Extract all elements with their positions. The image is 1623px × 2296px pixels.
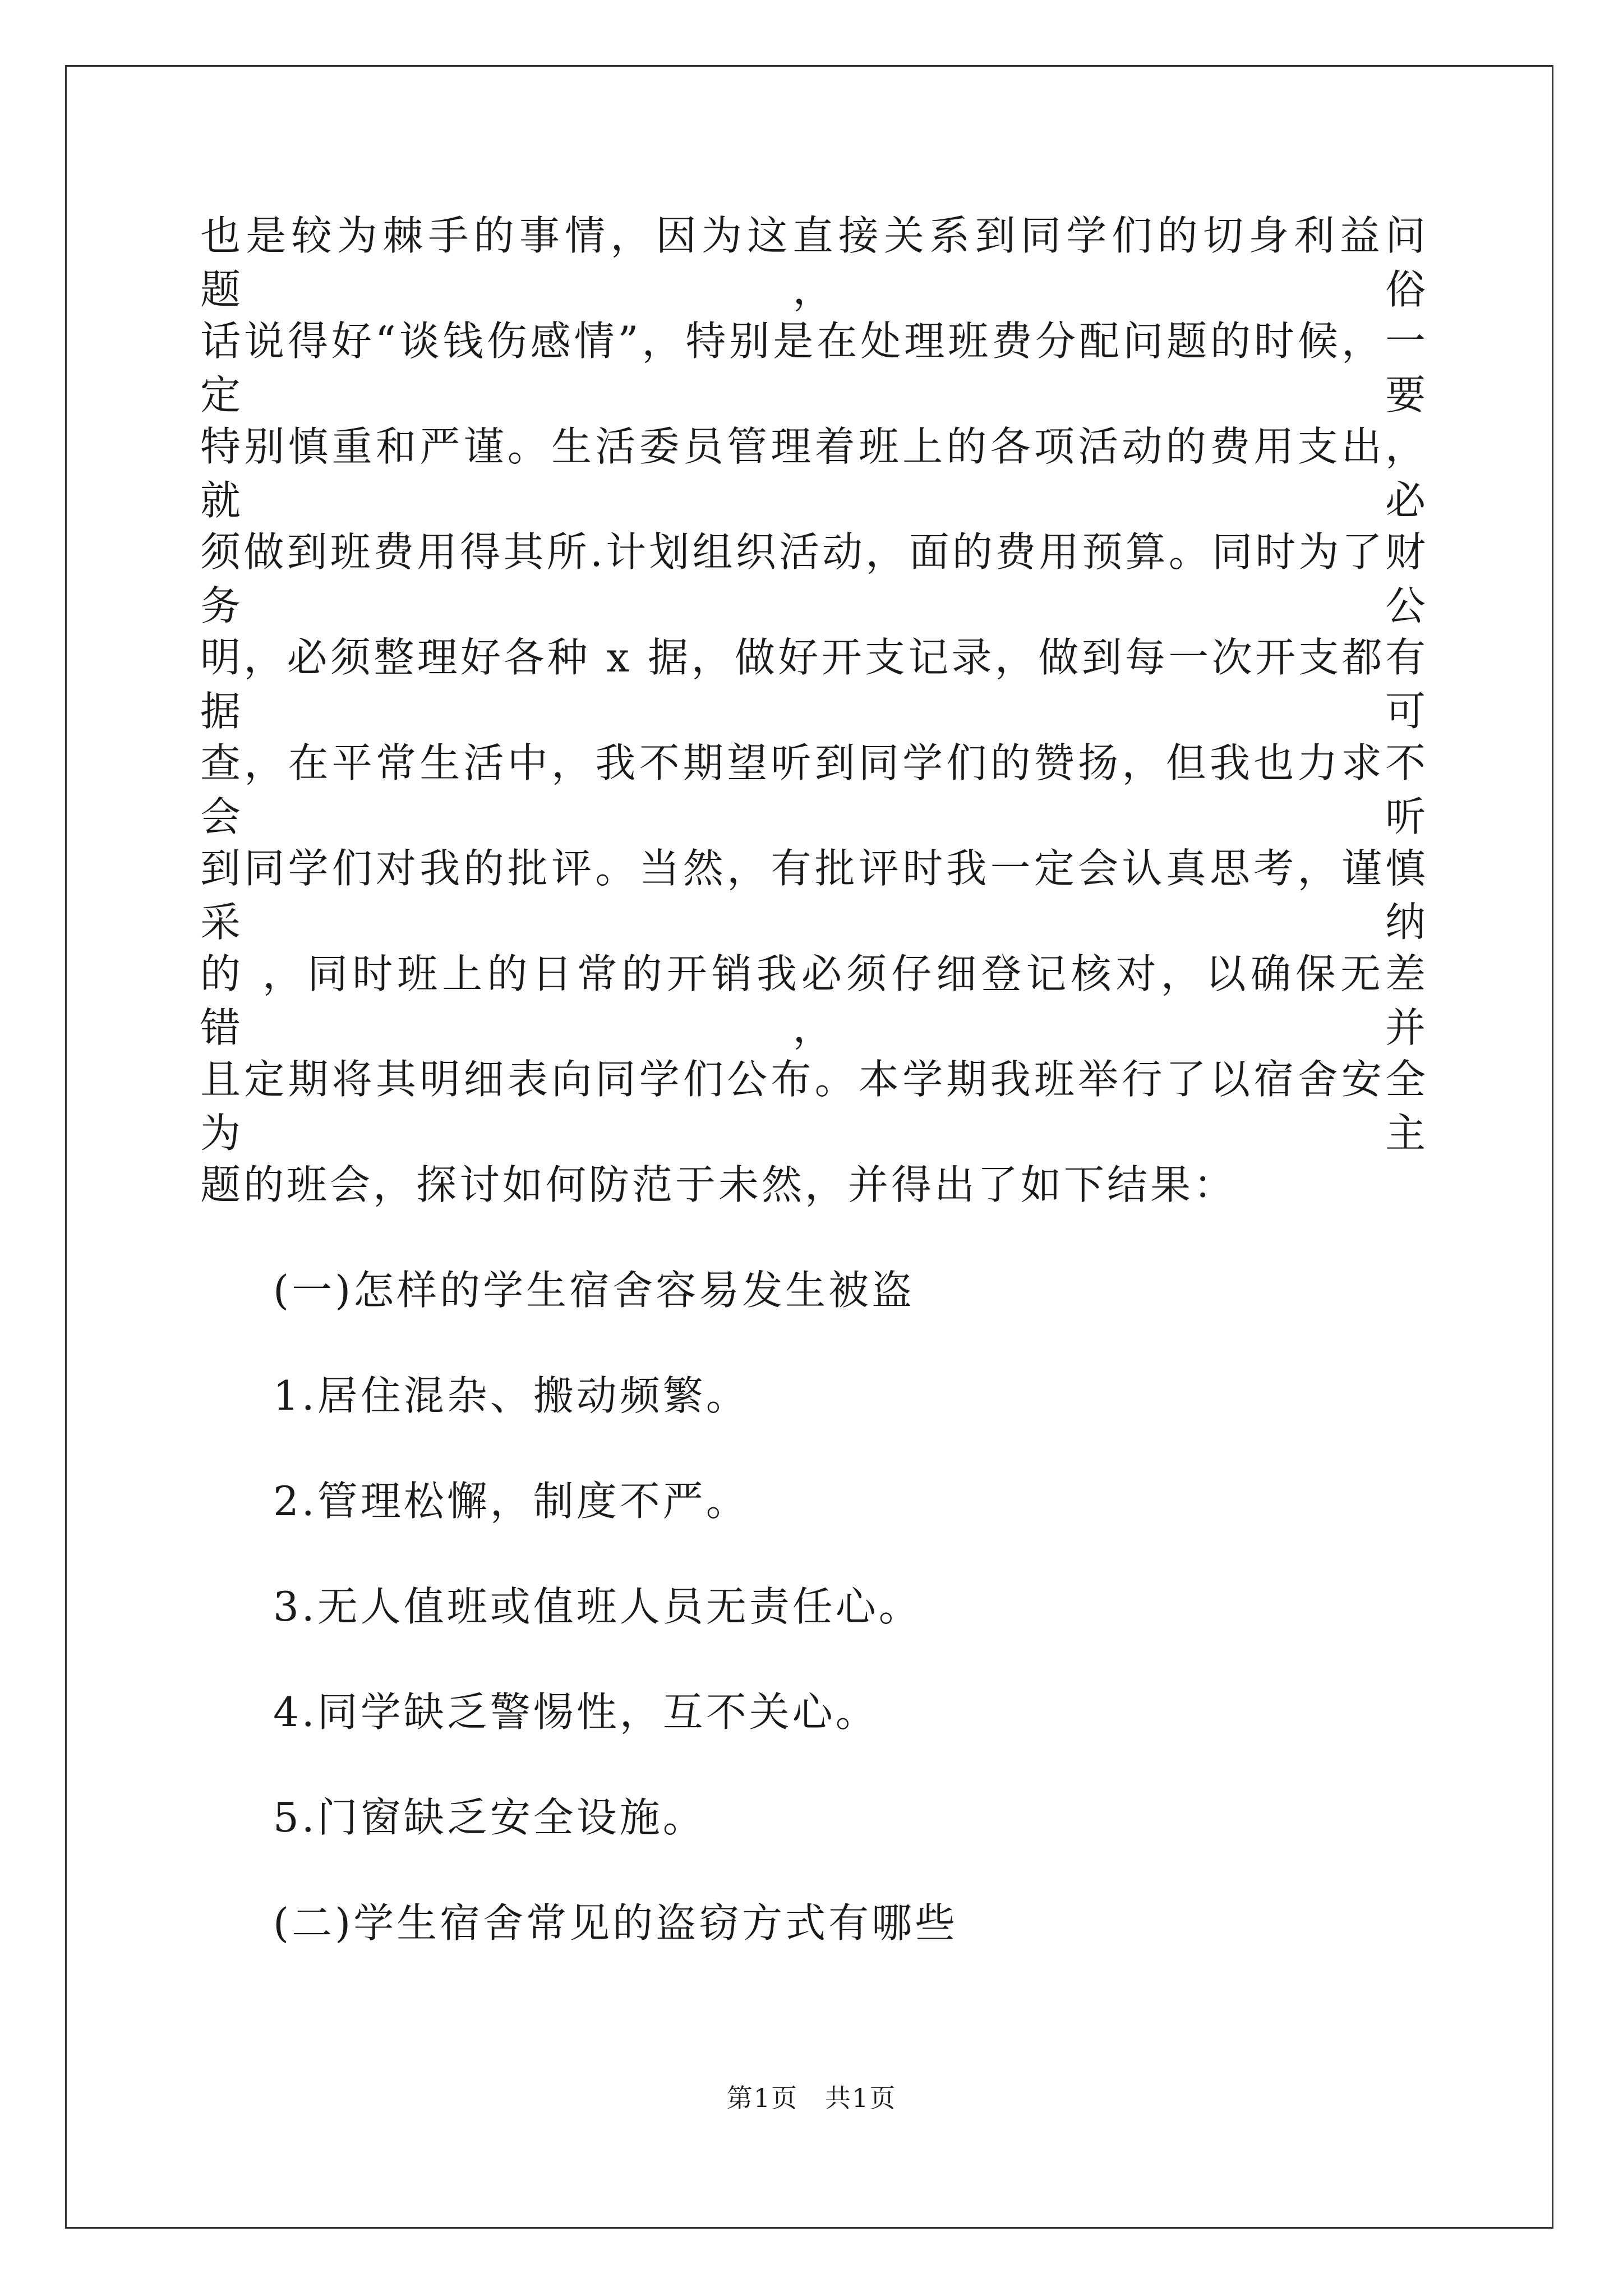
paragraph-line: 查，在平常生活中，我不期望听到同学们的赞扬，但我也力求不会听 [200,739,1428,840]
paragraph-line: 题的班会，探讨如何防范于未然，并得出了如下结果： [200,1161,1237,1208]
paragraph-line: 到同学们对我的批评。当然，有批评时我一定会认真思考，谨慎采纳 [200,845,1428,946]
list-item: 3.无人值班或值班人员无责任心。 [273,1583,922,1630]
paragraph-line: 话说得好“谈钱伤感情”，特别是在处理班费分配问题的时候，一定要 [200,318,1428,418]
page-count: 共1页 [825,2083,897,2113]
page-number: 第1页 [726,2083,798,2113]
paragraph-line: 特别慎重和严谨。生活委员管理着班上的各项活动的费用支出，就必 [200,423,1428,524]
list-item: 4.同学缺乏警惕性，互不关心。 [273,1688,879,1736]
section-heading: (二)学生宿舍常见的盗窃方式有哪些 [273,1899,958,1947]
list-item: 5.门窗缺乏安全设施。 [273,1794,706,1841]
paragraph-line: 也是较为棘手的事情，因为这直接关系到同学们的切身利益问题，俗 [200,212,1428,313]
page-footer [0,2081,1623,2115]
document-body [200,209,1428,2001]
paragraph-line: 的 ，同时班上的日常的开销我必须仔细登记核对，以确保无差错，并 [200,950,1428,1051]
section-heading: (一)怎样的学生宿舍容易发生被盗 [273,1267,915,1314]
paragraph-line: 且定期将其明细表向同学们公布。本学期我班举行了以宿舍安全为主 [200,1056,1428,1157]
paragraph-line: 明，必须整理好各种 x 据，做好开支记录，做到每一次开支都有据可 [200,634,1428,735]
paragraph-line: 须做到班费用得其所.计划组织活动，面的费用预算。同时为了财务公 [200,528,1428,629]
list-item: 2.管理松懈，制度不严。 [273,1478,749,1525]
list-item: 1.居住混杂、搬动频繁。 [273,1372,749,1419]
